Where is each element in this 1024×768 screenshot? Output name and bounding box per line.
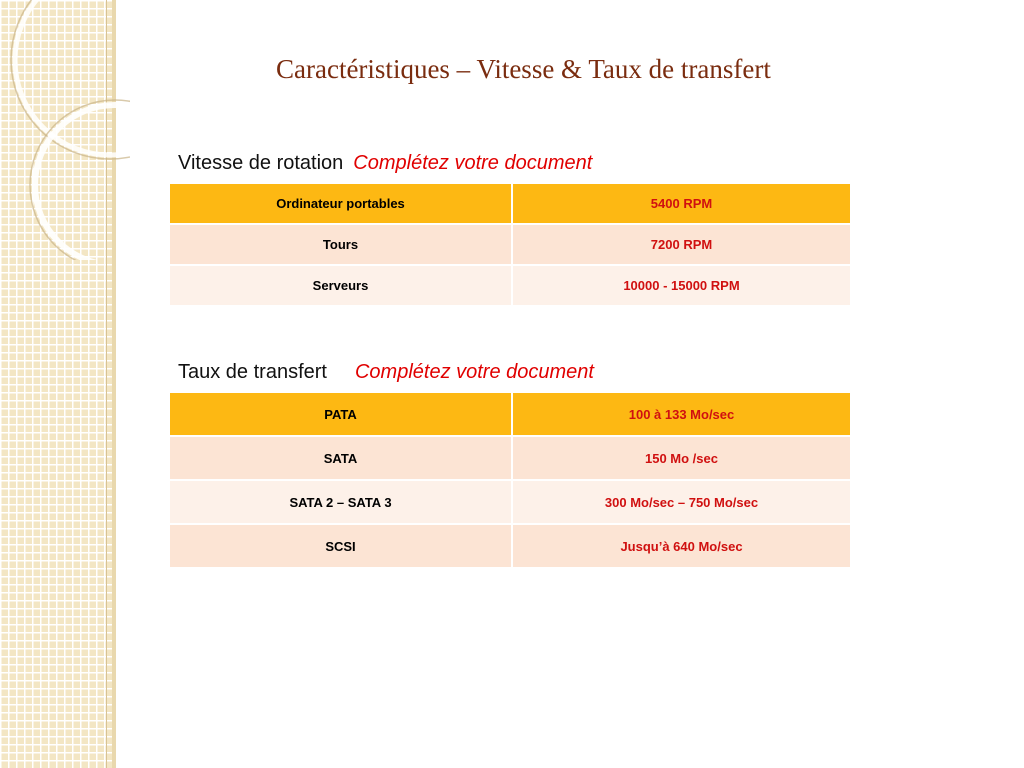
rotation-hint: Complétez votre document bbox=[353, 152, 593, 174]
table-row bbox=[170, 225, 850, 266]
device-cell: Serveurs bbox=[170, 266, 513, 307]
device-cell: Tours bbox=[170, 225, 513, 266]
table-row bbox=[170, 481, 850, 525]
rate-cell: Jusqu’à 640 Mo/sec bbox=[513, 525, 850, 569]
rotation-speed-label bbox=[178, 152, 592, 175]
slide-title: Caractéristiques – Vitesse & Taux de transfert bbox=[276, 54, 771, 84]
rotation-speed-table bbox=[170, 184, 850, 307]
decorative-arcs bbox=[0, 0, 130, 260]
rotation-label-text: Vitesse de rotation bbox=[178, 152, 344, 174]
table-row bbox=[170, 393, 850, 437]
table-row bbox=[170, 184, 850, 225]
rate-cell: 100 à 133 Mo/sec bbox=[513, 393, 850, 437]
device-cell: Ordinateur portables bbox=[170, 184, 513, 225]
transfer-rate-table bbox=[170, 393, 850, 569]
table-row bbox=[170, 437, 850, 481]
rate-cell: 150 Mo /sec bbox=[513, 437, 850, 481]
table-row bbox=[170, 266, 850, 307]
interface-cell: SCSI bbox=[170, 525, 513, 569]
transfer-hint: Complétez votre document bbox=[354, 361, 594, 383]
interface-cell: SATA bbox=[170, 437, 513, 481]
rpm-cell: 7200 RPM bbox=[513, 225, 850, 266]
rpm-cell: 10000 - 15000 RPM bbox=[513, 266, 850, 307]
rpm-cell: 5400 RPM bbox=[513, 184, 850, 225]
transfer-label-text: Taux de transfert bbox=[178, 361, 327, 383]
interface-cell: SATA 2 – SATA 3 bbox=[170, 481, 513, 525]
interface-cell: PATA bbox=[170, 393, 513, 437]
table-row bbox=[170, 525, 850, 569]
rate-cell: 300 Mo/sec – 750 Mo/sec bbox=[513, 481, 850, 525]
transfer-rate-label bbox=[178, 361, 594, 384]
